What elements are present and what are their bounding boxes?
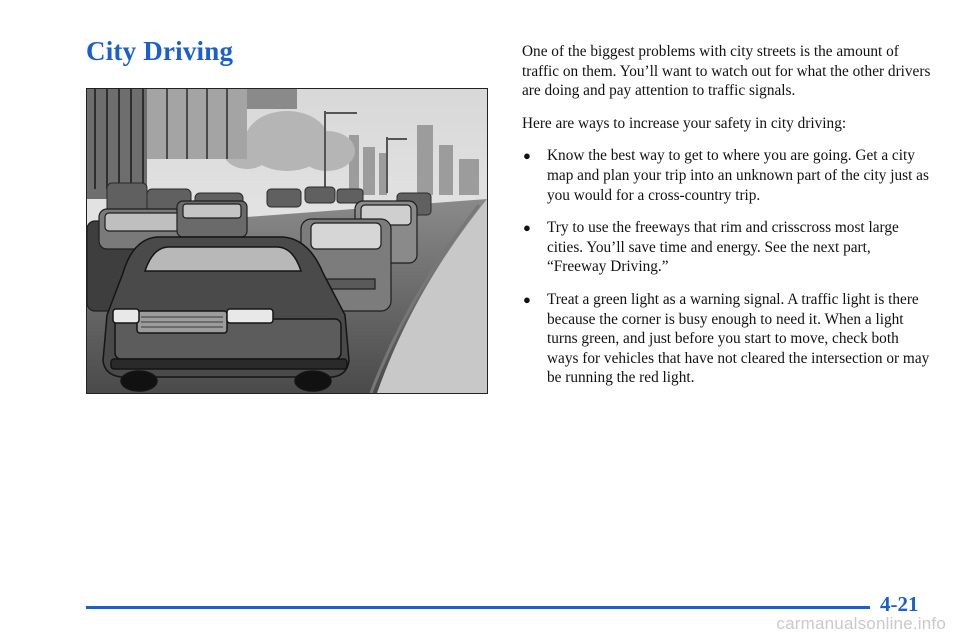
watermark: carmanualsonline.info [776, 614, 946, 633]
page-title: City Driving [86, 36, 234, 66]
city-traffic-illustration [86, 88, 488, 394]
bullet-icon: ● [523, 148, 531, 164]
intro-paragraph: One of the biggest problems with city streets is the amount of traffic on them. You’ll want to watch out for what the other drivers are doing and pay attention to traffic signals. [522, 43, 931, 100]
list-item [522, 290, 932, 388]
list-item-text: Know the best way to get to where you are going. Get a city map and plan your trip into an unknown part of the city just as you would for a cross-country trip. [547, 147, 929, 204]
bullet-icon: ● [523, 220, 531, 236]
list-item-text: Try to use the freeways that rim and crisscross most large cities. You’ll save time and energy. See the next part, “Freeway Driving.” [547, 219, 899, 276]
list-item [522, 146, 932, 205]
bullet-icon: ● [523, 291, 531, 307]
list-item [522, 218, 932, 277]
body-text-column [522, 42, 932, 401]
footer-divider [86, 606, 870, 609]
page-number: 4-21 [880, 592, 919, 616]
safety-tips-list [522, 146, 932, 388]
lead-in-paragraph: Here are ways to increase your safety in city driving: [522, 114, 847, 132]
list-item-text: Treat a green light as a warning signal. A traffic light is there because the corner is busy enough to need it. When a light turns green, and just before you start to move, check both ways for vehicles that have not cleared the intersection or may be running the red light. [547, 290, 930, 387]
